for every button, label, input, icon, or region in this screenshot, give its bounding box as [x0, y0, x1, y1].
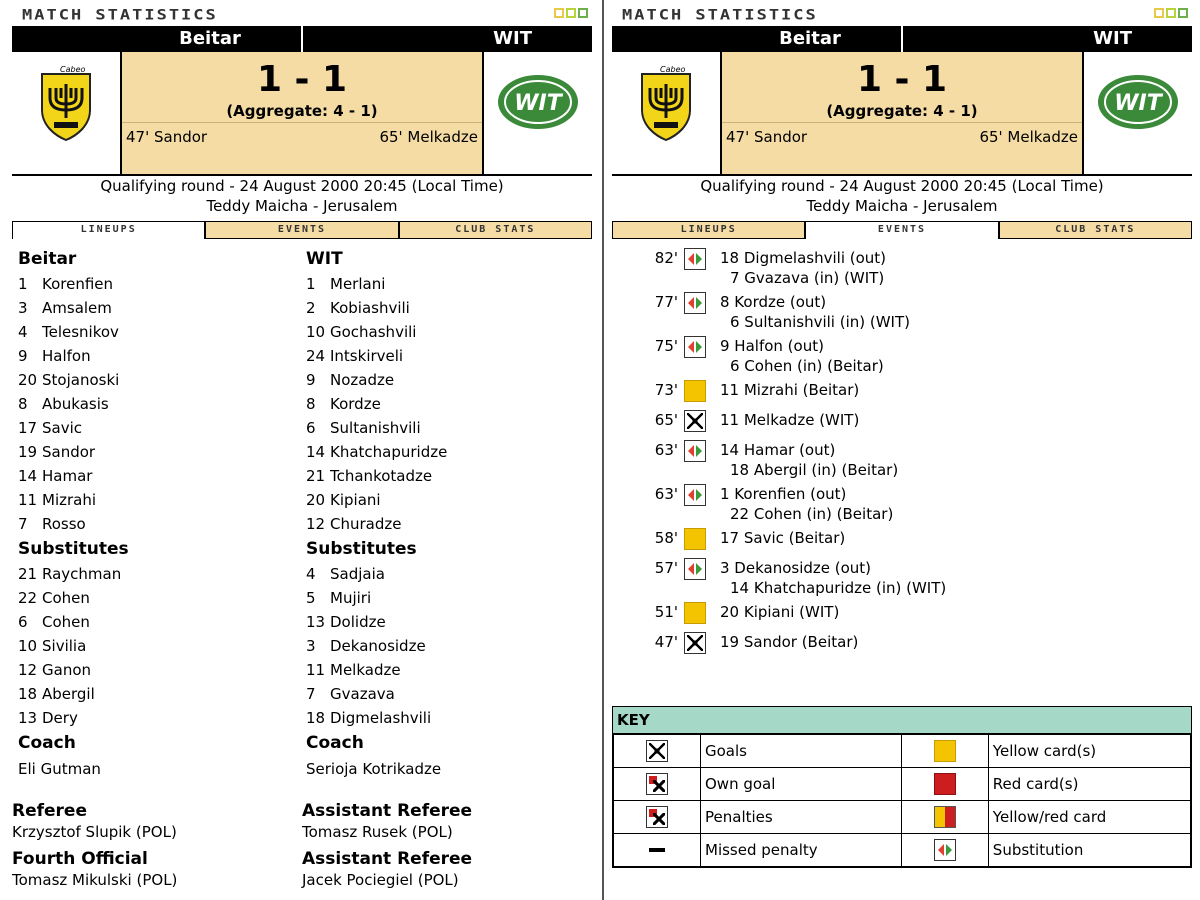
events-list	[642, 246, 1182, 660]
away-goal-scorer: 65' Melkadze	[979, 128, 1078, 146]
player-number: 7	[306, 685, 316, 703]
fourth-official-name: Tomasz Mikulski (POL)	[12, 871, 178, 889]
player-name: Stojanoski	[42, 371, 120, 389]
event-line: 17 Savic (Beitar)	[720, 529, 846, 547]
player-row	[18, 392, 298, 416]
player-name: Raychman	[42, 565, 122, 583]
player-row	[18, 344, 298, 368]
player-row	[306, 392, 586, 416]
team-heading: Beitar	[18, 249, 77, 269]
player-name: Sultanishvili	[330, 419, 421, 437]
match-info	[612, 176, 1192, 216]
event-description	[720, 484, 893, 524]
player-row	[306, 464, 586, 488]
event-minute: 51'	[654, 603, 678, 621]
referee-name: Krzysztof Slupik (POL)	[12, 823, 177, 841]
penalty-icon	[646, 806, 668, 828]
event-line: 22 Cohen (in) (Beitar)	[730, 505, 894, 523]
player-number: 14	[306, 443, 326, 461]
player-name: Kipiani	[330, 491, 381, 509]
window-buttons[interactable]	[554, 8, 588, 18]
final-score: 1 - 1	[256, 59, 348, 100]
yellow-card-icon	[684, 602, 706, 624]
substitution-icon	[934, 839, 956, 861]
event-line: 18 Digmelashvili (out)	[720, 249, 887, 267]
event-line: 14 Hamar (out)	[720, 441, 836, 459]
player-row	[18, 416, 298, 440]
events-panel	[612, 0, 1192, 900]
substitute-row	[306, 610, 586, 634]
player-row	[18, 368, 298, 392]
home-team-name: Beitar	[779, 28, 841, 49]
assistant-referee-name: Jacek Pociegiel (POL)	[302, 871, 459, 889]
key-label: Penalties	[701, 801, 902, 834]
substitute-row	[18, 658, 298, 682]
window-buttons[interactable]	[1154, 8, 1188, 18]
match-venue-line: Teddy Maicha - Jerusalem	[206, 197, 398, 215]
key-label: Own goal	[701, 768, 902, 801]
event-row	[642, 526, 1182, 556]
stats-tabs	[12, 221, 592, 239]
tab-events[interactable]: EVENTS	[805, 221, 998, 239]
svg-text:WIT: WIT	[514, 91, 562, 116]
event-row	[642, 378, 1182, 408]
player-name: Savic	[42, 419, 83, 437]
key-row	[614, 834, 1191, 867]
stats-tabs	[612, 221, 1192, 239]
player-row	[18, 512, 298, 536]
event-description	[720, 292, 910, 332]
event-row	[642, 556, 1182, 600]
lineups-panel	[12, 0, 592, 900]
home-team-logo	[12, 52, 120, 174]
officials-left	[12, 800, 302, 896]
score-box	[120, 52, 484, 174]
officials-right	[302, 800, 592, 896]
event-row	[642, 334, 1182, 378]
player-number: 13	[18, 709, 38, 727]
event-minute: 63'	[654, 441, 678, 459]
final-score: 1 - 1	[856, 59, 948, 100]
coach-heading: Coach	[306, 733, 364, 753]
event-description	[720, 528, 845, 548]
panel-title: MATCH STATISTICS	[22, 6, 218, 24]
substitution-icon	[684, 292, 706, 314]
event-line: 11 Melkadze (WIT)	[720, 411, 860, 429]
event-line: 7 Gvazava (in) (WIT)	[730, 269, 885, 287]
away-goal-scorer: 65' Melkadze	[379, 128, 478, 146]
event-description	[720, 558, 946, 598]
player-name: Ganon	[42, 661, 92, 679]
event-description	[720, 248, 886, 288]
tab-club-stats[interactable]: CLUB STATS	[399, 221, 592, 239]
event-description	[720, 632, 858, 652]
home-lineup	[18, 246, 298, 782]
player-name: Sadjaia	[330, 565, 385, 583]
home-goal-scorer: 47' Sandor	[726, 128, 808, 146]
event-line: 19 Sandor (Beitar)	[720, 633, 859, 651]
substitute-row	[306, 562, 586, 586]
aggregate-score: (Aggregate: 4 - 1)	[226, 102, 378, 120]
svg-text:UTA: UTA	[58, 128, 74, 136]
event-minute: 65'	[654, 411, 678, 429]
player-number: 11	[18, 491, 38, 509]
event-description	[720, 440, 898, 480]
player-number: 6	[306, 419, 316, 437]
player-number: 19	[18, 443, 38, 461]
player-number: 22	[18, 589, 38, 607]
player-number: 6	[18, 613, 28, 631]
svg-text:Cabeo: Cabeo	[660, 65, 686, 74]
team-names-bar	[12, 26, 592, 52]
key-row	[614, 735, 1191, 768]
key-icon-cell	[614, 801, 701, 834]
substitute-row	[18, 706, 298, 730]
tab-lineups[interactable]: LINEUPS	[612, 221, 805, 239]
key-label: Red card(s)	[988, 768, 1190, 801]
event-minute: 82'	[654, 249, 678, 267]
assistant-referee-label: Assistant Referee	[302, 801, 473, 821]
event-description	[720, 336, 884, 376]
player-name: Melkadze	[330, 661, 401, 679]
aggregate-score: (Aggregate: 4 - 1)	[826, 102, 978, 120]
player-number: 1	[306, 275, 316, 293]
fourth-official-label: Fourth Official	[12, 849, 148, 869]
player-row	[306, 512, 586, 536]
yellow-card-icon	[684, 528, 706, 550]
player-number: 21	[18, 565, 38, 583]
player-name: Dolidze	[330, 613, 386, 631]
red-card-icon	[934, 773, 956, 795]
player-name: Abergil	[42, 685, 95, 703]
event-line: 6 Cohen (in) (Beitar)	[730, 357, 884, 375]
key-icon-cell	[614, 735, 701, 768]
player-name: Mujiri	[330, 589, 372, 607]
player-number: 13	[306, 613, 326, 631]
player-name: Digmelashvili	[330, 709, 432, 727]
tab-lineups[interactable]: LINEUPS	[12, 221, 205, 239]
substitution-icon	[684, 440, 706, 462]
event-line: 14 Khatchapuridze (in) (WIT)	[730, 579, 947, 597]
event-minute: 63'	[654, 485, 678, 503]
event-minute: 73'	[654, 381, 678, 399]
player-row	[18, 464, 298, 488]
player-name: Halfon	[42, 347, 91, 365]
player-number: 4	[18, 323, 28, 341]
player-row	[306, 488, 586, 512]
goal-icon	[646, 740, 668, 762]
event-line: 20 Kipiani (WIT)	[720, 603, 840, 621]
substitute-row	[18, 610, 298, 634]
away-team-name: WIT	[493, 28, 532, 49]
player-name: Dery	[42, 709, 78, 727]
svg-text:UTA: UTA	[658, 128, 674, 136]
panel-divider	[602, 0, 604, 900]
goal-icon	[684, 410, 706, 432]
score-row	[612, 52, 1192, 174]
player-number: 21	[306, 467, 326, 485]
substitute-row	[18, 682, 298, 706]
referee-label: Referee	[12, 801, 87, 821]
player-name: Rosso	[42, 515, 86, 533]
yellow-card-icon	[684, 380, 706, 402]
match-info	[12, 176, 592, 216]
event-line: 18 Abergil (in) (Beitar)	[730, 461, 899, 479]
player-row	[306, 272, 586, 296]
coach-heading: Coach	[18, 733, 76, 753]
player-number: 3	[18, 299, 28, 317]
player-name: Nozadze	[330, 371, 395, 389]
event-description	[720, 380, 859, 400]
tab-events[interactable]: EVENTS	[205, 221, 398, 239]
own-goal-icon	[646, 773, 668, 795]
player-name: Intskirveli	[330, 347, 404, 365]
minimize-button[interactable]	[554, 8, 564, 18]
player-number: 10	[18, 637, 38, 655]
player-name: Kobiashvili	[330, 299, 410, 317]
key-label: Yellow card(s)	[988, 735, 1190, 768]
player-name: Mizrahi	[42, 491, 97, 509]
player-number: 18	[306, 709, 326, 727]
key-icon-cell	[614, 768, 701, 801]
player-name: Korenfien	[42, 275, 114, 293]
missed-penalty-icon	[646, 839, 668, 861]
event-row	[642, 438, 1182, 482]
player-name: Gvazava	[330, 685, 395, 703]
player-name: Sandor	[42, 443, 96, 461]
assistant-referee-label: Assistant Referee	[302, 849, 473, 869]
player-number: 9	[18, 347, 28, 365]
player-row	[18, 296, 298, 320]
player-row	[306, 320, 586, 344]
substitute-row	[306, 658, 586, 682]
player-name: Amsalem	[42, 299, 112, 317]
player-row	[18, 272, 298, 296]
player-name: Abukasis	[42, 395, 109, 413]
player-number: 17	[18, 419, 38, 437]
substitutes-heading: Substitutes	[306, 539, 417, 559]
event-row	[642, 246, 1182, 290]
player-row	[18, 440, 298, 464]
player-name: Cohen	[42, 613, 90, 631]
key-row	[614, 801, 1191, 834]
close-button[interactable]	[1178, 8, 1188, 18]
key-label: Yellow/red card	[988, 801, 1190, 834]
player-name: Kordze	[330, 395, 381, 413]
away-team-logo	[1084, 52, 1192, 174]
player-row	[306, 440, 586, 464]
svg-text:Cabeo: Cabeo	[60, 65, 86, 74]
home-team-name: Beitar	[179, 28, 241, 49]
player-number: 20	[18, 371, 38, 389]
player-number: 11	[306, 661, 326, 679]
substitute-row	[306, 634, 586, 658]
player-row	[306, 344, 586, 368]
away-lineup	[306, 246, 586, 782]
key-row	[614, 768, 1191, 801]
player-name: Khatchapuridze	[330, 443, 448, 461]
player-row	[306, 368, 586, 392]
player-number: 20	[306, 491, 326, 509]
player-name: Telesnikov	[42, 323, 119, 341]
player-number: 24	[306, 347, 326, 365]
player-row	[306, 296, 586, 320]
panel-title: MATCH STATISTICS	[622, 6, 818, 24]
event-row	[642, 408, 1182, 438]
player-name: Dekanosidze	[330, 637, 426, 655]
home-team-logo	[612, 52, 720, 174]
event-line: 6 Sultanishvili (in) (WIT)	[730, 313, 910, 331]
player-row	[306, 416, 586, 440]
player-name: Gochashvili	[330, 323, 417, 341]
assistant-referee-name: Tomasz Rusek (POL)	[302, 823, 453, 841]
restore-button[interactable]	[1166, 8, 1176, 18]
player-name: Sivilia	[42, 637, 87, 655]
player-name: Tchankotadze	[330, 467, 433, 485]
player-number: 7	[18, 515, 28, 533]
key-title: KEY	[613, 707, 1191, 734]
key-icon-cell	[901, 735, 988, 768]
event-minute: 75'	[654, 337, 678, 355]
key-label: Goals	[701, 735, 902, 768]
minimize-button[interactable]	[1154, 8, 1164, 18]
key-icon-cell	[901, 834, 988, 867]
player-name: Churadze	[330, 515, 402, 533]
event-line: 9 Halfon (out)	[720, 337, 824, 355]
key-icon-cell	[901, 768, 988, 801]
away-team-logo	[484, 52, 592, 174]
substitute-row	[18, 562, 298, 586]
event-row	[642, 600, 1182, 630]
player-row	[18, 488, 298, 512]
event-row	[642, 482, 1182, 526]
tab-club-stats[interactable]: CLUB STATS	[999, 221, 1192, 239]
player-number: 18	[18, 685, 38, 703]
substitution-icon	[684, 484, 706, 506]
substitution-icon	[684, 248, 706, 270]
key-label: Missed penalty	[701, 834, 902, 867]
player-number: 12	[306, 515, 326, 533]
team-bar-separator	[901, 26, 903, 52]
event-minute: 57'	[654, 559, 678, 577]
key-table	[613, 734, 1191, 867]
player-row	[18, 320, 298, 344]
goal-icon	[684, 632, 706, 654]
player-name: Hamar	[42, 467, 93, 485]
event-line: 8 Kordze (out)	[720, 293, 827, 311]
score-box	[720, 52, 1084, 174]
player-number: 8	[306, 395, 316, 413]
player-number: 1	[18, 275, 28, 293]
away-team-name: WIT	[1093, 28, 1132, 49]
player-number: 4	[306, 565, 316, 583]
player-number: 2	[306, 299, 316, 317]
player-number: 12	[18, 661, 38, 679]
player-name: Cohen	[42, 589, 90, 607]
key-label: Substitution	[988, 834, 1190, 867]
player-number: 5	[306, 589, 316, 607]
substitutes-heading: Substitutes	[18, 539, 129, 559]
close-button[interactable]	[578, 8, 588, 18]
player-name: Merlani	[330, 275, 386, 293]
player-number: 9	[306, 371, 316, 389]
yellow-card-icon	[934, 740, 956, 762]
home-goal-scorer: 47' Sandor	[126, 128, 208, 146]
event-minute: 47'	[654, 633, 678, 651]
team-names-bar	[612, 26, 1192, 52]
substitution-icon	[684, 558, 706, 580]
svg-text:WIT: WIT	[1114, 91, 1162, 116]
score-separator	[122, 122, 482, 123]
substitute-row	[306, 682, 586, 706]
team-heading: WIT	[306, 249, 343, 269]
substitution-icon	[684, 336, 706, 358]
event-line: 3 Dekanosidze (out)	[720, 559, 872, 577]
event-minute: 58'	[654, 529, 678, 547]
match-date-line: Qualifying round - 24 August 2000 20:45 (Local Time)	[700, 177, 1104, 195]
player-number: 10	[306, 323, 326, 341]
player-number: 8	[18, 395, 28, 413]
coach-name: Eli Gutman	[18, 760, 101, 778]
match-date-line: Qualifying round - 24 August 2000 20:45 (Local Time)	[100, 177, 504, 195]
yellow-red-card-icon	[934, 806, 956, 828]
key-icon-cell	[901, 801, 988, 834]
match-venue-line: Teddy Maicha - Jerusalem	[806, 197, 998, 215]
event-row	[642, 630, 1182, 660]
restore-button[interactable]	[566, 8, 576, 18]
score-separator	[722, 122, 1082, 123]
key-legend	[612, 706, 1192, 868]
substitute-row	[18, 586, 298, 610]
event-minute: 77'	[654, 293, 678, 311]
team-bar-separator	[301, 26, 303, 52]
player-number: 14	[18, 467, 38, 485]
key-icon-cell	[614, 834, 701, 867]
substitute-row	[306, 586, 586, 610]
score-row	[12, 52, 592, 174]
event-row	[642, 290, 1182, 334]
event-description	[720, 602, 839, 622]
coach-name: Serioja Kotrikadze	[306, 760, 442, 778]
player-number: 3	[306, 637, 316, 655]
event-line: 1 Korenfien (out)	[720, 485, 847, 503]
event-line: 11 Mizrahi (Beitar)	[720, 381, 860, 399]
substitute-row	[18, 634, 298, 658]
event-description	[720, 410, 859, 430]
substitute-row	[306, 706, 586, 730]
